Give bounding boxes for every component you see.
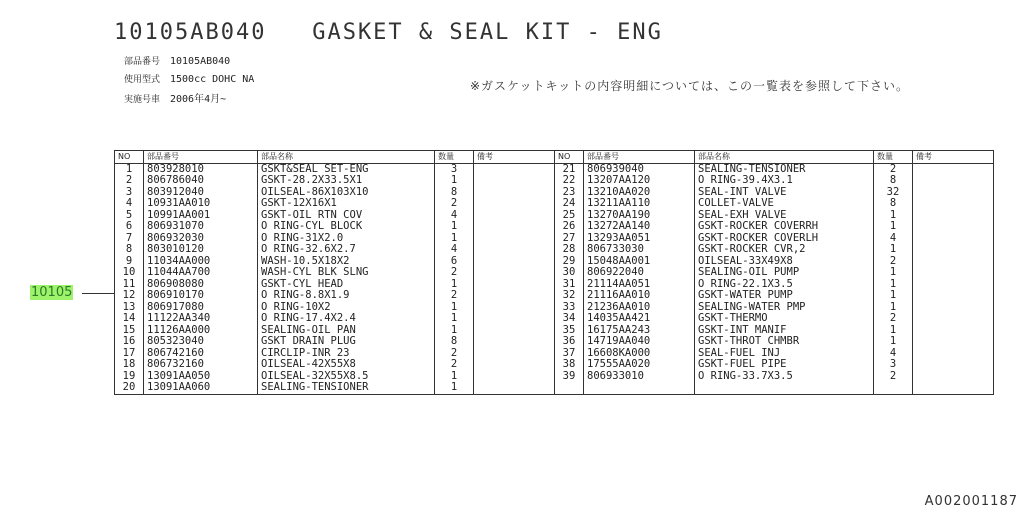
part-name: GSKT-THROT CHMBR [695,336,874,348]
quantity: 4 [874,233,913,245]
part-name: GSKT-INT MANIF [695,325,874,337]
quantity: 2 [874,313,913,325]
item-no [555,382,584,394]
item-no: 32 [555,290,584,302]
part-number: 13211AA110 [584,198,695,210]
part-name: O RING-32.6X2.7 [258,244,435,256]
part-name: OILSEAL-42X55X8 [258,359,435,371]
remarks [913,371,994,383]
part-number: 11122AA340 [144,313,258,325]
table-row [115,279,994,291]
quantity: 1 [874,244,913,256]
remarks [474,325,555,337]
quantity: 1 [435,175,474,187]
quantity: 2 [435,267,474,279]
item-no: 17 [115,348,144,360]
part-number: 806732160 [144,359,258,371]
remarks [474,302,555,314]
remarks [913,244,994,256]
part-number: 13091AA050 [144,371,258,383]
col-part-name: 部品名称 [258,151,435,164]
item-no: 28 [555,244,584,256]
part-name: OILSEAL-32X55X8.5 [258,371,435,383]
table-row [115,233,994,245]
quantity: 1 [435,233,474,245]
item-no: 15 [115,325,144,337]
part-name: GSKT-12X16X1 [258,198,435,210]
part-number: 806931070 [144,221,258,233]
part-name: OILSEAL-86X103X10 [258,187,435,199]
item-no: 5 [115,210,144,222]
part-number: 16175AA243 [584,325,695,337]
quantity: 3 [435,163,474,175]
part-name: O RING-31X2.0 [258,233,435,245]
document-id: A002001187 [924,494,1018,509]
quantity: 1 [874,290,913,302]
table-header-row [115,151,994,164]
part-name: COLLET-VALVE [695,198,874,210]
remarks [913,290,994,302]
remarks [474,175,555,187]
part-number: 13210AA020 [584,187,695,199]
quantity [874,382,913,394]
quantity: 1 [435,325,474,337]
remarks [474,256,555,268]
remarks [913,348,994,360]
part-name: SEAL-EXH VALVE [695,210,874,222]
remarks [474,371,555,383]
table-row [115,175,994,187]
item-no: 4 [115,198,144,210]
part-name: GSKT-ROCKER COVERRH [695,221,874,233]
part-name: GSKT DRAIN PLUG [258,336,435,348]
part-name: GSKT-WATER PUMP [695,290,874,302]
table-row [115,244,994,256]
quantity: 1 [874,279,913,291]
quantity: 1 [874,302,913,314]
part-name: GSKT-ROCKER CVR,2 [695,244,874,256]
item-no: 11 [115,279,144,291]
quantity: 1 [874,221,913,233]
table-row [115,187,994,199]
part-name: SEALING-TENSIONER [695,163,874,175]
remarks [474,348,555,360]
part-number: 11034AA000 [144,256,258,268]
part-number: 806922040 [584,267,695,279]
remarks [913,187,994,199]
item-no: 38 [555,359,584,371]
col-part-no: 部品番号 [144,151,258,164]
quantity: 1 [435,279,474,291]
remarks [913,267,994,279]
quantity: 8 [435,336,474,348]
part-number: 14719AA040 [584,336,695,348]
remarks [913,336,994,348]
item-no: 7 [115,233,144,245]
meta-row: 実施号車 2006年4月~ [124,94,227,105]
part-name: SEALING-TENSIONER [258,382,435,394]
part-number: 806933010 [584,371,695,383]
quantity: 1 [435,313,474,325]
part-name [695,382,874,394]
part-name: SEALING-OIL PAN [258,325,435,337]
item-no: 37 [555,348,584,360]
part-number: 806910170 [144,290,258,302]
item-no: 29 [555,256,584,268]
remarks [913,163,994,175]
part-number: 11126AA000 [144,325,258,337]
table-row [115,210,994,222]
item-no: 10 [115,267,144,279]
part-name: O RING-39.4X3.1 [695,175,874,187]
part-number [584,382,695,394]
remarks [474,244,555,256]
part-number: 806939040 [584,163,695,175]
remarks [913,175,994,187]
table-row [115,325,994,337]
page-title [114,20,663,45]
part-number: 803010120 [144,244,258,256]
col-no: NO [555,151,584,164]
part-number: 14035AA421 [584,313,695,325]
item-no: 12 [115,290,144,302]
part-number: 13293AA051 [584,233,695,245]
remarks [913,382,994,394]
table-row [115,290,994,302]
remarks [913,325,994,337]
part-number: 805323040 [144,336,258,348]
part-name: SEAL-INT VALVE [695,187,874,199]
quantity: 2 [435,348,474,360]
col-qty: 数量 [874,151,913,164]
reference-note: ※ガスケットキットの内容明細については、この一覧表を参照して下さい。 [470,79,909,93]
part-number: 11044AA700 [144,267,258,279]
part-number: 13207AA120 [584,175,695,187]
item-no: 36 [555,336,584,348]
part-name: GSKT-OIL RTN COV [258,210,435,222]
meta-row: 使用型式 1500cc DOHC NA [124,74,255,85]
part-name: O RING-8.8X1.9 [258,290,435,302]
part-number: 806742160 [144,348,258,360]
remarks [474,163,555,175]
table-row [115,256,994,268]
part-number: 21116AA010 [584,290,695,302]
part-name: O RING-10X2 [258,302,435,314]
remarks [913,359,994,371]
quantity: 8 [435,187,474,199]
remarks [474,382,555,394]
title-name: GASKET & SEAL KIT - ENG [312,20,663,45]
quantity: 1 [874,210,913,222]
remarks [913,233,994,245]
quantity: 32 [874,187,913,199]
table-row [115,359,994,371]
part-name: O RING-17.4X2.4 [258,313,435,325]
quantity: 8 [874,175,913,187]
meta-row: 部品番号 10105AB040 [124,56,231,67]
item-no: 18 [115,359,144,371]
quantity: 3 [874,359,913,371]
item-no: 25 [555,210,584,222]
item-no: 26 [555,221,584,233]
remarks [913,198,994,210]
part-name: GSKT&SEAL SET-ENG [258,163,435,175]
item-no: 33 [555,302,584,314]
part-number: 17555AA020 [584,359,695,371]
part-name: WASH-CYL BLK SLNG [258,267,435,279]
table-row [115,163,994,175]
remarks [474,210,555,222]
part-name: O RING-CYL BLOCK [258,221,435,233]
part-number: 15048AA001 [584,256,695,268]
part-name: WASH-10.5X18X2 [258,256,435,268]
callout-label: 10105 [31,285,73,300]
item-no: 6 [115,221,144,233]
col-remarks: 備考 [474,151,555,164]
item-no: 3 [115,187,144,199]
remarks [474,221,555,233]
remarks [474,359,555,371]
item-no: 22 [555,175,584,187]
remarks [474,279,555,291]
quantity: 2 [435,198,474,210]
quantity: 4 [435,210,474,222]
quantity: 2 [874,256,913,268]
item-no: 34 [555,313,584,325]
table-row [115,382,994,394]
item-no: 16 [115,336,144,348]
quantity: 1 [435,221,474,233]
part-number: 806917080 [144,302,258,314]
part-number: 803912040 [144,187,258,199]
item-no: 35 [555,325,584,337]
part-number: 806733030 [584,244,695,256]
title-part-no: 10105AB040 [114,20,267,45]
part-name: SEALING-OIL PUMP [695,267,874,279]
col-qty: 数量 [435,151,474,164]
remarks [913,313,994,325]
item-no: 13 [115,302,144,314]
part-number: 21236AA010 [584,302,695,314]
quantity: 1 [435,371,474,383]
part-name: SEALING-WATER PMP [695,302,874,314]
quantity: 4 [435,244,474,256]
part-name: CIRCLIP-INR 23 [258,348,435,360]
quantity: 2 [435,359,474,371]
remarks [913,279,994,291]
part-name: OILSEAL-33X49X8 [695,256,874,268]
remarks [474,198,555,210]
quantity: 2 [435,290,474,302]
quantity: 1 [874,267,913,279]
table-row [115,198,994,210]
table-row [115,371,994,383]
part-name: O RING-22.1X3.5 [695,279,874,291]
part-number: 803928010 [144,163,258,175]
remarks [474,187,555,199]
part-name: GSKT-THERMO [695,313,874,325]
remarks [474,233,555,245]
part-name: GSKT-ROCKER COVERLH [695,233,874,245]
item-no: 39 [555,371,584,383]
remarks [913,210,994,222]
callout-leader-line [82,293,114,294]
part-number: 806786040 [144,175,258,187]
part-number: 13270AA190 [584,210,695,222]
part-number: 13272AA140 [584,221,695,233]
col-part-name: 部品名称 [695,151,874,164]
part-number: 16608KA000 [584,348,695,360]
quantity: 4 [874,348,913,360]
remarks [913,302,994,314]
item-no: 8 [115,244,144,256]
part-name: GSKT-CYL HEAD [258,279,435,291]
quantity: 6 [435,256,474,268]
item-no: 21 [555,163,584,175]
remarks [474,267,555,279]
part-number: 10931AA010 [144,198,258,210]
item-no: 31 [555,279,584,291]
table-row [115,302,994,314]
part-name: GSKT-FUEL PIPE [695,359,874,371]
part-name: O RING-33.7X3.5 [695,371,874,383]
quantity: 2 [874,163,913,175]
part-number: 21114AA051 [584,279,695,291]
item-no: 2 [115,175,144,187]
part-number: 10991AA001 [144,210,258,222]
item-no: 30 [555,267,584,279]
remarks [474,290,555,302]
quantity: 1 [435,382,474,394]
table-row [115,336,994,348]
part-name: SEAL-FUEL INJ [695,348,874,360]
table-row [115,221,994,233]
item-no: 24 [555,198,584,210]
col-part-no: 部品番号 [584,151,695,164]
quantity: 1 [874,325,913,337]
remarks [913,256,994,268]
item-no: 14 [115,313,144,325]
part-name: GSKT-28.2X33.5X1 [258,175,435,187]
item-no: 20 [115,382,144,394]
parts-table [114,150,994,395]
item-no: 1 [115,163,144,175]
remarks [913,221,994,233]
table-row [115,313,994,325]
part-number: 806908080 [144,279,258,291]
quantity: 1 [874,336,913,348]
remarks [474,336,555,348]
table-row [115,348,994,360]
quantity: 2 [874,371,913,383]
col-remarks: 備考 [913,151,994,164]
item-no: 9 [115,256,144,268]
part-number: 13091AA060 [144,382,258,394]
quantity: 8 [874,198,913,210]
table-row [115,267,994,279]
remarks [474,313,555,325]
quantity: 1 [435,302,474,314]
item-no: 19 [115,371,144,383]
item-no: 27 [555,233,584,245]
part-number: 806932030 [144,233,258,245]
item-no: 23 [555,187,584,199]
col-no: NO [115,151,144,164]
